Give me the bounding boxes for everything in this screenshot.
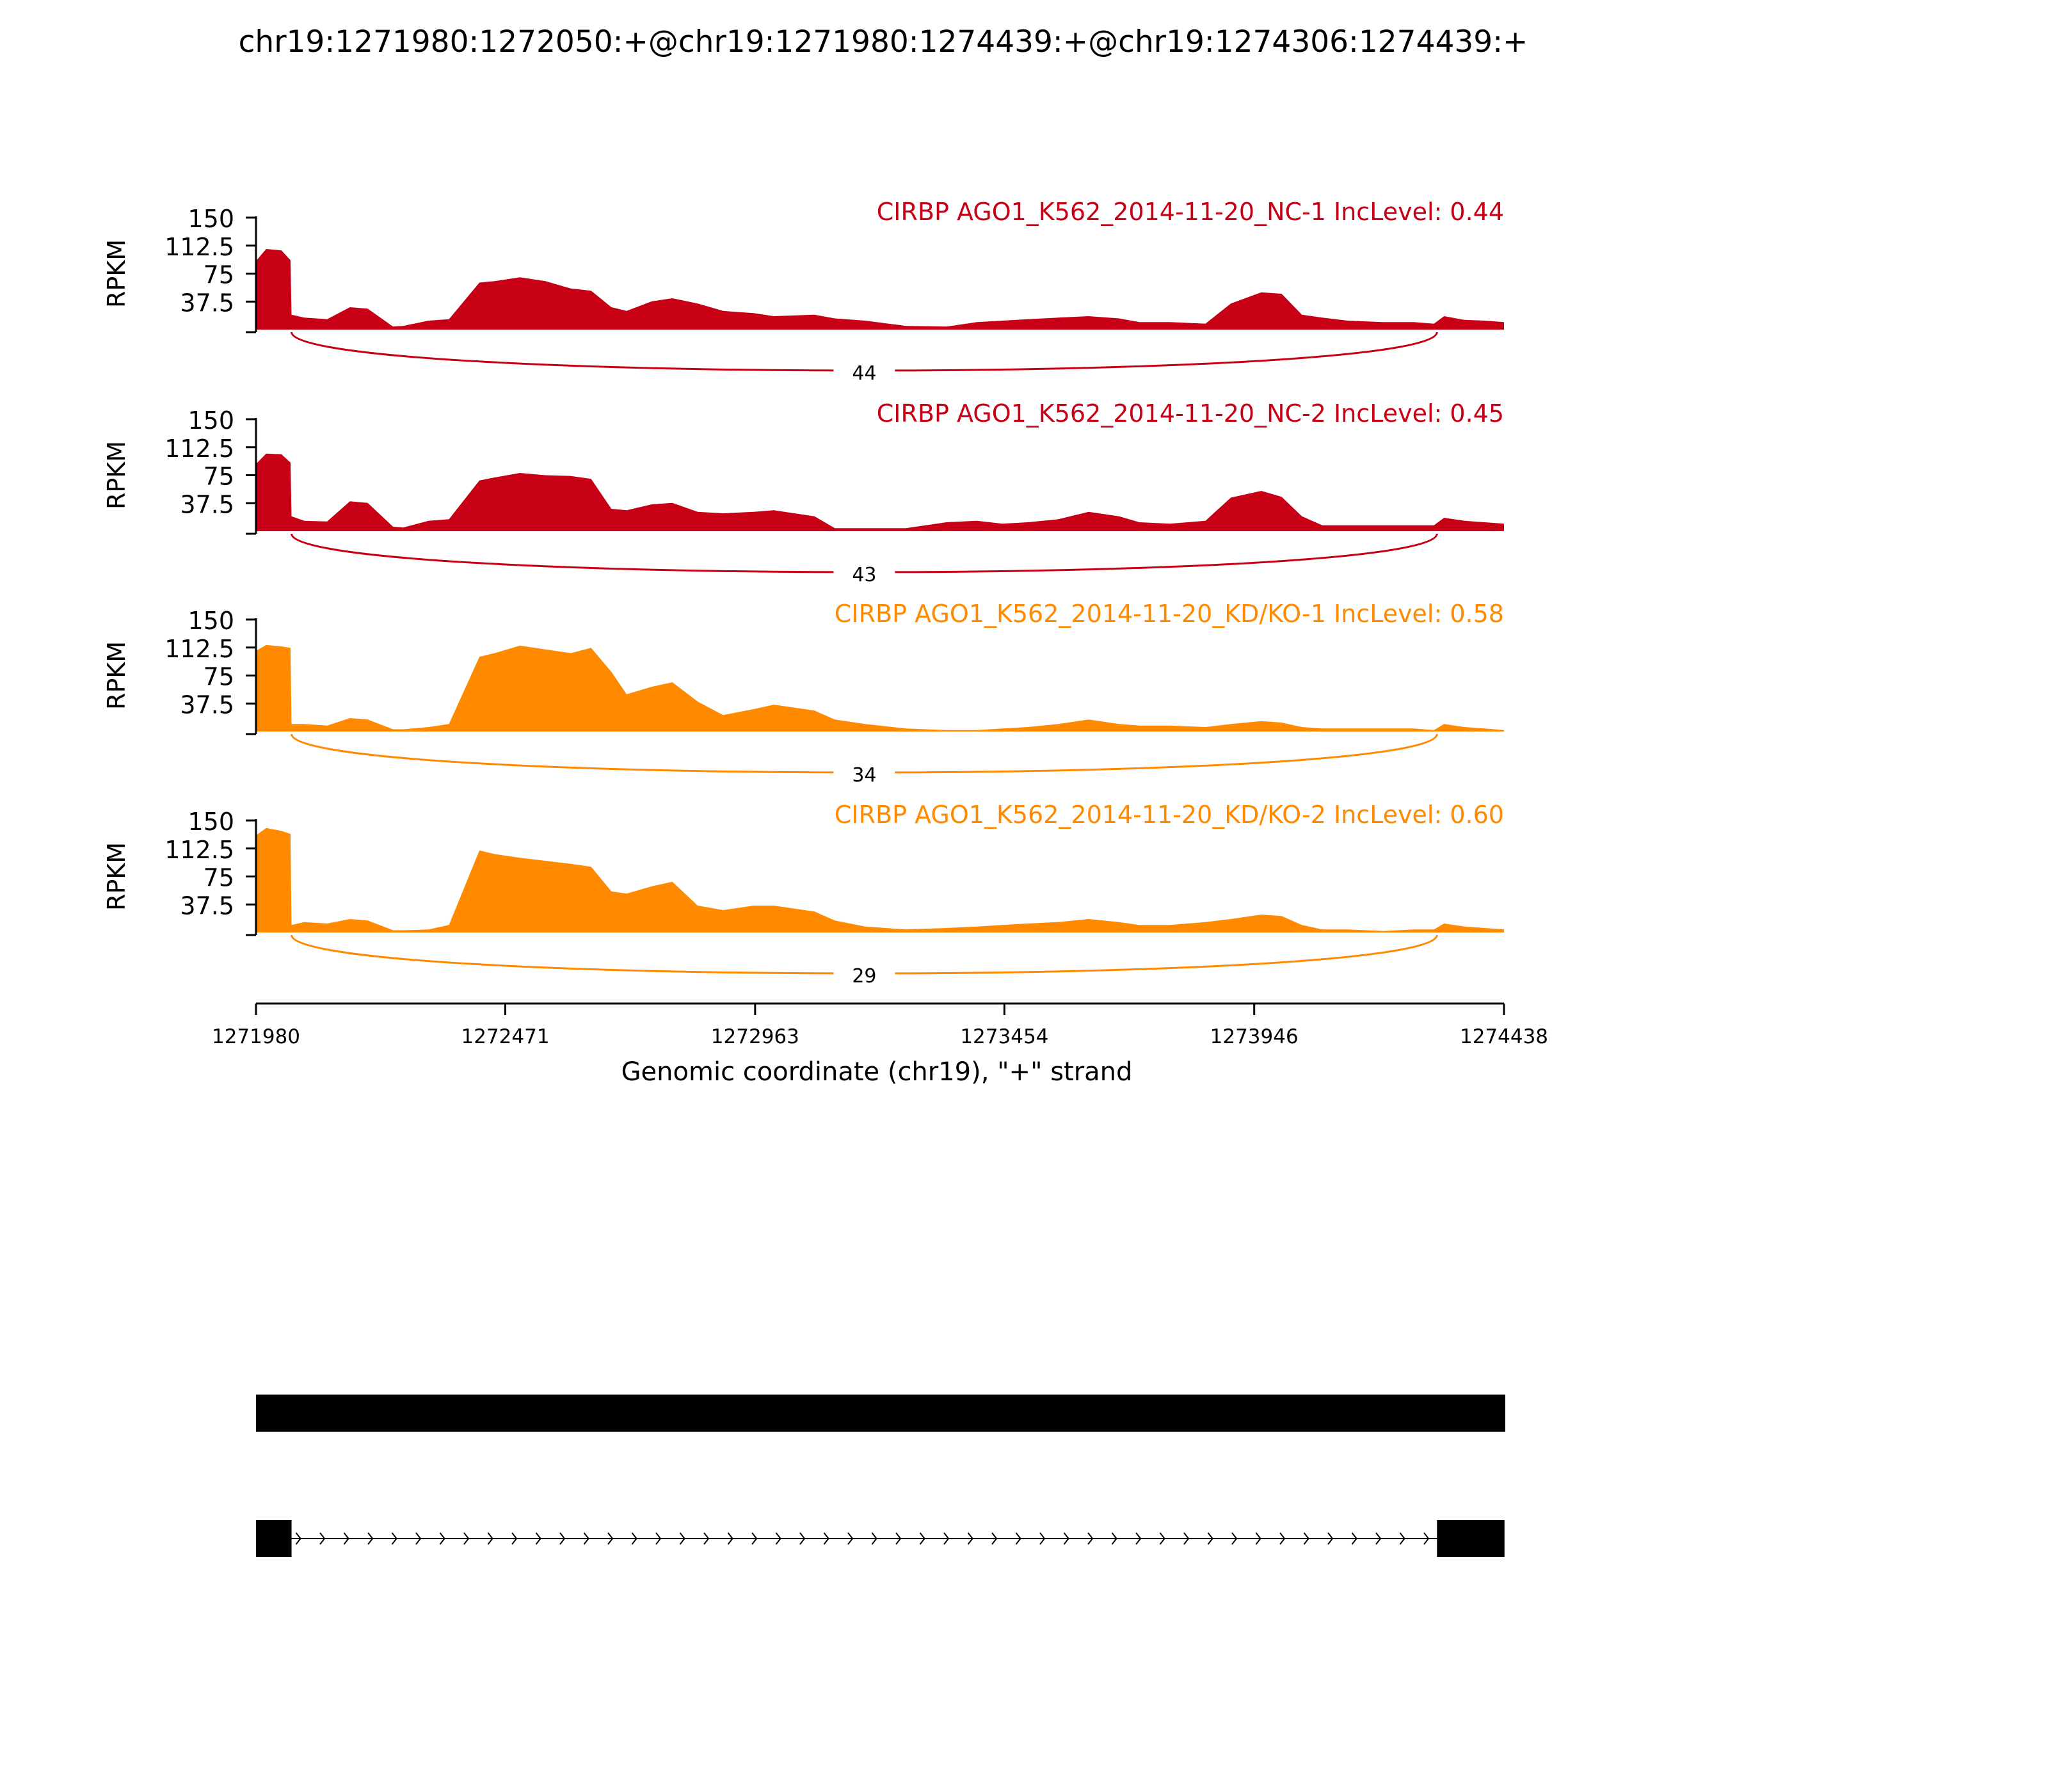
series-label: CIRBP AGO1_K562_2014-11-20_KD/KO-1 IncLevel: 0.58 xyxy=(834,600,1504,628)
x-tick-label: 1272471 xyxy=(461,1025,550,1048)
y-tick-label: 37.5 xyxy=(180,892,234,920)
y-tick-label: 112.5 xyxy=(164,634,234,663)
gene-models xyxy=(256,1395,1505,1557)
exon-block xyxy=(256,1520,292,1557)
y-tick-label: 112.5 xyxy=(164,434,234,463)
y-tick-label: 37.5 xyxy=(180,490,234,519)
coverage-area xyxy=(256,645,1504,732)
y-tick-label: 37.5 xyxy=(180,289,234,317)
y-tick-label: 75 xyxy=(203,462,234,491)
track-1 xyxy=(102,198,1504,385)
series-label: CIRBP AGO1_K562_2014-11-20_NC-1 IncLevel: 0.44 xyxy=(876,198,1504,226)
y-tick-label: 150 xyxy=(188,205,234,233)
track-4 xyxy=(102,801,1504,988)
junction-count-label: 44 xyxy=(852,362,877,385)
track-3 xyxy=(102,600,1504,787)
y-tick-label: 75 xyxy=(203,662,234,691)
y-tick-label: 37.5 xyxy=(180,691,234,719)
coverage-area xyxy=(256,828,1504,932)
junction-count-label: 34 xyxy=(852,764,877,787)
coverage-area xyxy=(256,249,1504,330)
y-tick-label: 150 xyxy=(188,808,234,836)
y-tick-label: 75 xyxy=(203,863,234,892)
y-axis-label: RPKM xyxy=(102,641,131,710)
x-tick-label: 1272963 xyxy=(710,1025,799,1048)
y-axis-label: RPKM xyxy=(102,440,131,510)
track-2 xyxy=(102,399,1504,586)
y-axis-label: RPKM xyxy=(102,239,131,308)
coverage-tracks xyxy=(102,198,1504,988)
x-axis-label: Genomic coordinate (chr19), "+" strand xyxy=(621,1057,1133,1087)
gene-model-block xyxy=(256,1395,1505,1432)
exon-block xyxy=(1437,1520,1505,1557)
y-tick-label: 112.5 xyxy=(164,835,234,864)
x-axis xyxy=(212,1004,1548,1087)
x-tick-label: 1274438 xyxy=(1459,1025,1549,1048)
y-tick-label: 150 xyxy=(188,607,234,635)
chart-title: chr19:1271980:1272050:+@chr19:1271980:1274439:+@chr19:1274306:1274439:+ xyxy=(238,24,1528,60)
y-tick-label: 150 xyxy=(188,406,234,435)
junction-count-label: 43 xyxy=(852,564,877,586)
y-tick-label: 112.5 xyxy=(164,232,234,261)
series-label: CIRBP AGO1_K562_2014-11-20_KD/KO-2 IncLevel: 0.60 xyxy=(834,801,1504,829)
series-label: CIRBP AGO1_K562_2014-11-20_NC-2 IncLevel: 0.45 xyxy=(876,399,1504,428)
x-tick-label: 1273946 xyxy=(1210,1025,1299,1048)
x-tick-label: 1273454 xyxy=(960,1025,1049,1048)
y-axis-label: RPKM xyxy=(102,842,131,911)
x-tick-label: 1271980 xyxy=(211,1025,301,1048)
y-tick-label: 75 xyxy=(203,260,234,289)
junction-count-label: 29 xyxy=(852,965,877,988)
coverage-area xyxy=(256,454,1504,531)
